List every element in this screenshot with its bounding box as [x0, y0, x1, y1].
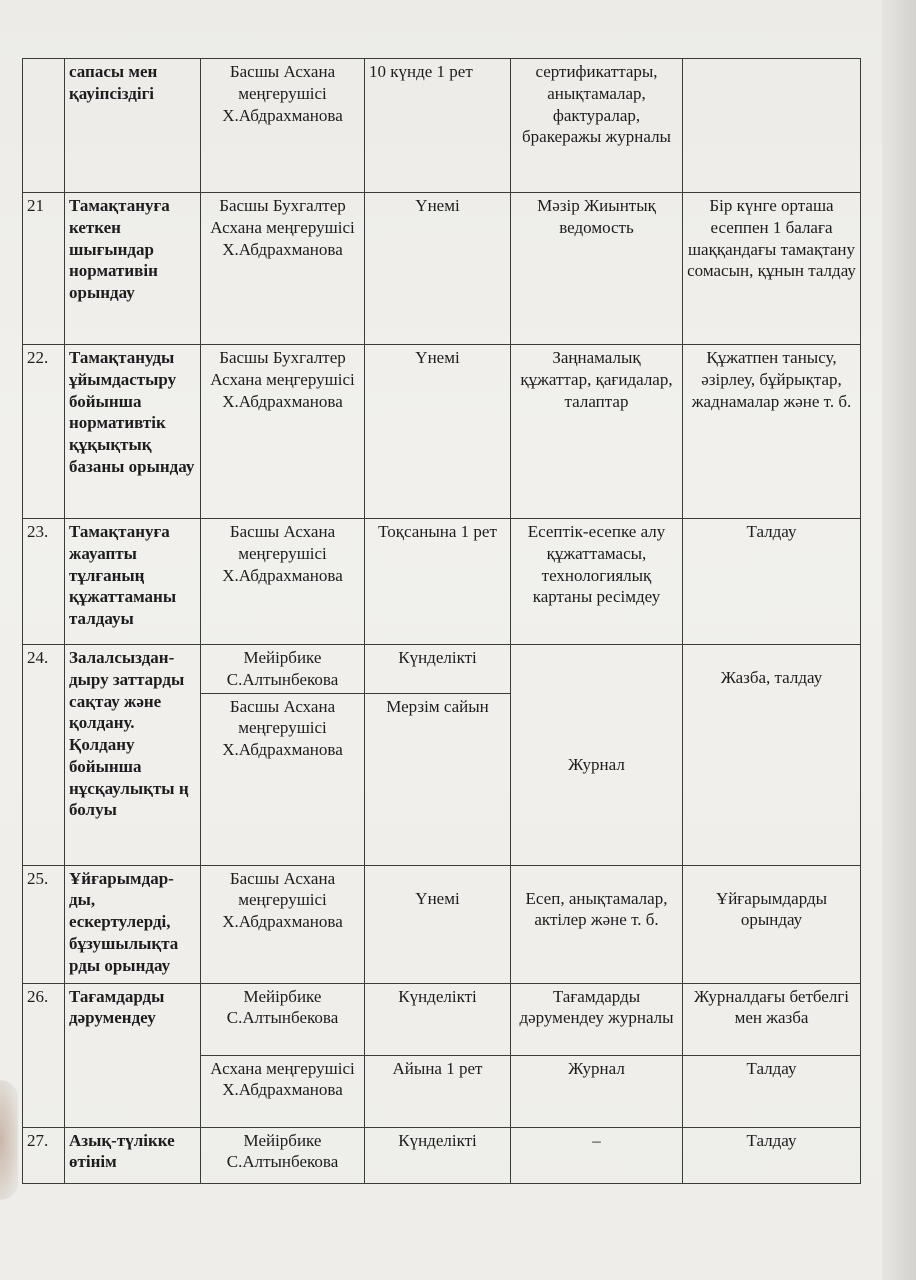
action: Талдау — [683, 519, 861, 645]
row-number: 23. — [23, 519, 65, 645]
document: Журнал — [511, 1055, 683, 1127]
action: Талдау — [683, 1055, 861, 1127]
food-control-table — [22, 58, 861, 1184]
period: Тоқсанына 1 рет — [365, 519, 511, 645]
document: Журнал — [511, 645, 683, 866]
action: Ұйғарымдарды орындау — [683, 865, 861, 983]
control-item: Залалсыздан-дыру заттарды сақтау және қолдану. Қолдану бойынша нұсқаулықты ң болуы — [65, 645, 201, 866]
responsible: Басшы Асхана меңгерушісі Х.Абдрахманова — [201, 693, 365, 865]
table-row — [23, 645, 861, 694]
responsible: Мейірбике С.Алтынбекова — [201, 983, 365, 1055]
control-item: Азық-түлікке өтінім — [65, 1127, 201, 1183]
table-row — [23, 519, 861, 645]
row-number — [23, 59, 65, 193]
row-number: 25. — [23, 865, 65, 983]
control-item: сапасы мен қауіпсіздігі — [65, 59, 201, 193]
control-item: Ұйғарымдар-ды, ескертулерді, бұзушылықта рды орындау — [65, 865, 201, 983]
action: Бір күнге орташа есеппен 1 балаға шаққандағы тамақтану сомасын, құнын талдау — [683, 193, 861, 345]
document: сертификаттары, анықтамалар, фактуралар, бракеражы журналы — [511, 59, 683, 193]
responsible: Басшы Бухгалтер Асхана меңгерушісі Х.Абдрахманова — [201, 193, 365, 345]
responsible: Мейірбике С.Алтынбекова — [201, 645, 365, 694]
table-row — [23, 345, 861, 519]
row-number: 27. — [23, 1127, 65, 1183]
period: Күнделікті — [365, 645, 511, 694]
period: Үнемі — [365, 345, 511, 519]
action: Құжатпен танысу, әзірлеу, бұйрықтар, жаднамалар және т. б. — [683, 345, 861, 519]
row-number: 22. — [23, 345, 65, 519]
action: Талдау — [683, 1127, 861, 1183]
responsible: Асхана меңгерушісі Х.Абдрахманова — [201, 1055, 365, 1127]
row-number: 26. — [23, 983, 65, 1127]
responsible: Басшы Асхана меңгерушісі Х.Абдрахманова — [201, 59, 365, 193]
period: Үнемі — [365, 865, 511, 983]
table-row — [23, 193, 861, 345]
period: Күнделікті — [365, 983, 511, 1055]
responsible: Мейірбике С.Алтынбекова — [201, 1127, 365, 1183]
table-row — [23, 59, 861, 193]
control-item: Тамақтануды ұйымдастыру бойынша нормативтік құқықтық базаны орындау — [65, 345, 201, 519]
period: 10 күнде 1 рет — [365, 59, 511, 193]
responsible: Басшы Бухгалтер Асхана меңгерушісі Х.Абдрахманова — [201, 345, 365, 519]
control-item: Тағамдарды дәрумендеу — [65, 983, 201, 1127]
period: Мерзім сайын — [365, 693, 511, 865]
finger-shadow — [0, 1080, 18, 1200]
document: Заңнамалық құжаттар, қағидалар, талаптар — [511, 345, 683, 519]
table-row — [23, 865, 861, 983]
document: Есептік-есепке алу құжаттамасы, технологиялық картаны ресімдеу — [511, 519, 683, 645]
table-row — [23, 1127, 861, 1183]
action: Журналдағы бетбелгі мен жазба — [683, 983, 861, 1055]
responsible: Басшы Асхана меңгерушісі Х.Абдрахманова — [201, 519, 365, 645]
document: – — [511, 1127, 683, 1183]
period: Айына 1 рет — [365, 1055, 511, 1127]
period: Күнделікті — [365, 1127, 511, 1183]
period: Үнемі — [365, 193, 511, 345]
document: Мәзір Жиынтық ведомость — [511, 193, 683, 345]
page-edge — [882, 0, 916, 1280]
row-number: 24. — [23, 645, 65, 866]
document: Тағамдарды дәрумендеу журналы — [511, 983, 683, 1055]
table-row — [23, 983, 861, 1055]
row-number: 21 — [23, 193, 65, 345]
action: Жазба, талдау — [683, 645, 861, 866]
control-item: Тамақтануға жауапты тұлғаның құжаттаманы талдауы — [65, 519, 201, 645]
action — [683, 59, 861, 193]
document: Есеп, анықтамалар, актілер және т. б. — [511, 865, 683, 983]
control-item: Тамақтануға кеткен шығындар нормативін орындау — [65, 193, 201, 345]
responsible: Басшы Асхана меңгерушісі Х.Абдрахманова — [201, 865, 365, 983]
